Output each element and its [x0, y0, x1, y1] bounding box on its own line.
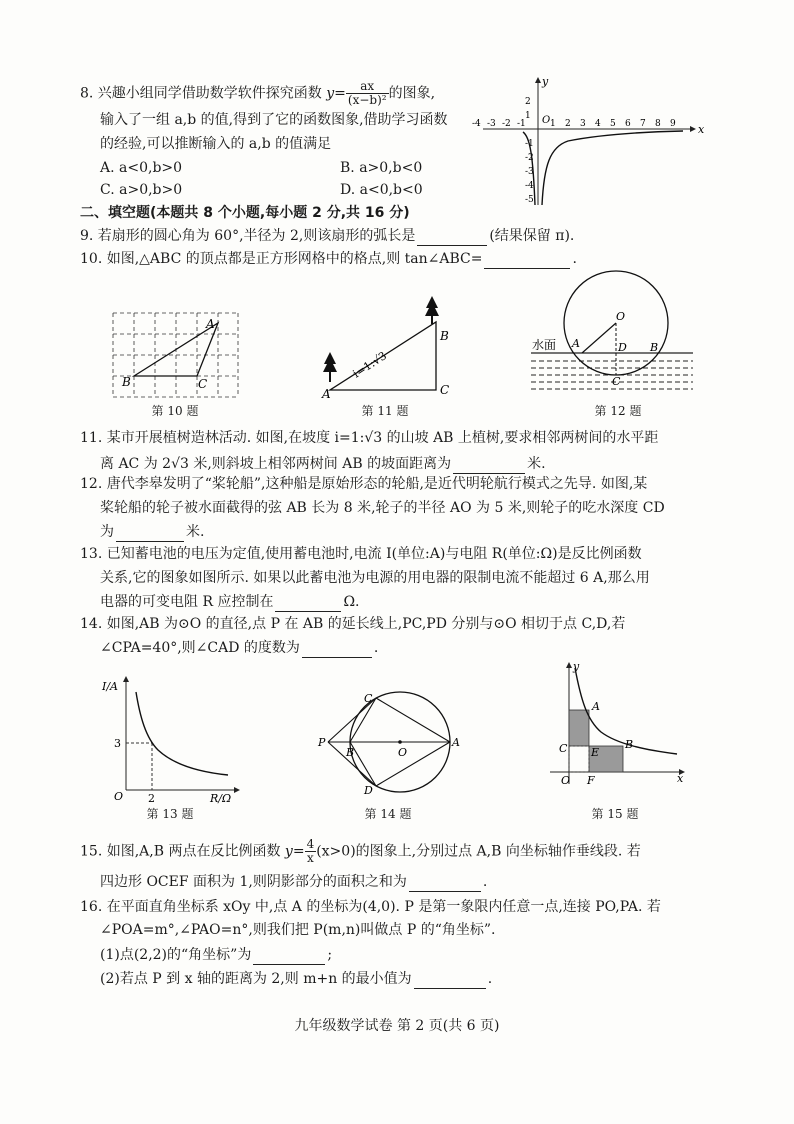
fig11-caption: 第 11 题 [361, 404, 409, 418]
q12-line2: 桨轮船的轮子被水面截得的弦 AB 长为 8 米,轮子的半径 AO 为 5 米,则轮子的吃水深度 CD [100, 500, 665, 516]
fig14-label-c: C [364, 692, 373, 705]
q15-func-num: 4 [306, 837, 315, 851]
fig11-label-a: A [322, 387, 331, 401]
fig11-label-b: B [440, 329, 449, 343]
fig12-label-o: O [616, 310, 626, 323]
q13-line2: 关系,它的图象如图所示. 如果以此蓄电池为电源的用电器的限制电流不能超过 6 A,那么用 [100, 570, 650, 586]
q8-x-tick-label: 9 [670, 119, 676, 129]
fig12-wheel [528, 275, 698, 403]
fig15-label-b: B [625, 738, 634, 751]
q8-x-tick-label: 5 [610, 119, 616, 129]
q8-option-b: B. a>0,b<0 [340, 160, 423, 176]
q9-text: 9. 若扇形的圆心角为 60°,半径为 2,则该扇形的弧长是 [80, 228, 416, 244]
fig13-tick-y: 3 [114, 737, 121, 750]
q8-x-tick-label: -4 [472, 119, 481, 129]
fig14-label-p: P [318, 736, 326, 749]
fig15-y-label: y [573, 660, 580, 673]
section-title-fill-in: 二、填空题(本题共 8 个小题,每小题 2 分,共 16 分) [80, 205, 410, 221]
fig15-label-e: E [591, 746, 600, 759]
q11-text: 离 AC 为 2√3 米,则斜坡上相邻两树间 AB 的坡面距离为 [100, 456, 452, 472]
q15-text-2: 四边形 OCEF 面积为 1,则阴影部分的面积之和为 [100, 874, 407, 890]
q11-answer-blank[interactable] [453, 457, 525, 474]
q8-line3: 的经验,可以推断输入的 a,b 的值满足 [100, 136, 332, 152]
q14-text: ∠CPA=40°,则∠CAD 的度数为 [100, 640, 300, 656]
q8-x-tick-label: -2 [502, 119, 511, 129]
page-footer: 九年级数学试卷 第 2 页(共 6 页) [294, 1018, 500, 1034]
fig15-origin: O [561, 774, 571, 787]
q8-x-ticks [472, 119, 676, 129]
q8-x-tick-label: 1 [550, 119, 556, 129]
fig14-label-o: O [398, 746, 408, 759]
q15-fraction [305, 838, 317, 865]
q10-text: 10. 如图,△ABC 的顶点都是正方形网格中的格点,则 tan∠ABC= [80, 251, 483, 267]
q8-curve-right [542, 131, 683, 205]
q10-text-post: . [572, 251, 577, 267]
q15-line2 [100, 872, 487, 892]
q8-option-a: A. a<0,b>0 [100, 160, 183, 176]
fig15-caption: 第 15 题 [591, 807, 639, 821]
q9-answer-blank[interactable] [417, 229, 487, 246]
q8-func-num: ax [346, 80, 389, 94]
q12-answer-blank[interactable] [116, 525, 184, 542]
q10-answer-blank[interactable] [484, 252, 570, 269]
fig15-shaded-rect-1 [569, 710, 589, 746]
fig12-label-d: D [618, 341, 627, 354]
q10 [80, 249, 577, 269]
q16-sub1-answer-blank[interactable] [253, 948, 325, 965]
q8-y-tick-label: 2 [525, 97, 531, 107]
tree-icon [323, 296, 439, 382]
fig10-grid [113, 313, 238, 397]
fig14-label-a: A [452, 736, 460, 749]
q8-func-den: (x−b)² [347, 93, 387, 107]
fig11-slope-label: i=1:√3 [350, 349, 390, 381]
q16-sub1-text-post: ; [327, 947, 333, 963]
q8-x-tick-label: -3 [487, 119, 496, 129]
q16-sub2-text-post: . [487, 971, 493, 987]
q16-line2: ∠POA=m°,∠PAO=n°,则我们把 P(m,n)叫做点 P 的“角坐标”. [100, 922, 496, 938]
fig15-rect-ocef [569, 746, 589, 772]
q8-func-y: y= [326, 85, 346, 102]
q16-sub1 [100, 945, 332, 965]
q11-line1: 11. 某市开展植树造林活动. 如图,在坡度 i=1:√3 的山坡 AB 上植树,要求相邻两树间的水平距 [80, 430, 659, 446]
q13-line1: 13. 已知蓄电池的电压为定值,使用蓄电池时,电流 I(单位:A)与电阻 R(单位:Ω)是反比例函数 [80, 546, 642, 562]
q15-line1 [80, 838, 641, 865]
q14-text-post: . [373, 640, 379, 656]
fig13-caption: 第 13 题 [146, 807, 194, 821]
q16-sub2-answer-blank[interactable] [414, 972, 486, 989]
fig14-label-b: B [346, 746, 355, 759]
q14-answer-blank[interactable] [302, 641, 372, 658]
q8-text: 8. 兴趣小组同学借助数学软件探究函数 [80, 85, 322, 102]
q8-y-tick-label: 1 [525, 111, 531, 121]
q9 [80, 226, 574, 246]
q8-fraction [346, 80, 389, 107]
q15-func-y: y= [284, 843, 305, 860]
q8-option-d: D. a<0,b<0 [340, 182, 423, 198]
fig13-y-label: I/A [102, 680, 118, 693]
q15-func-den: x [306, 851, 314, 865]
q15-text: 15. 如图,A,B 两点在反比例函数 [80, 843, 281, 860]
q12-line1: 12. 唐代李皋发明了“桨轮船”,这种船是原始形态的轮船,是近代明轮航行模式之先导. 如图,某 [80, 476, 648, 492]
q8-line2: 输入了一组 a,b 的值,得到了它的函数图象,借助学习函数 [100, 112, 448, 128]
fig13-x-label: R/Ω [210, 792, 232, 805]
q11-text-post: 米. [527, 456, 546, 472]
q8-text-post: 的图象, [388, 85, 436, 102]
fig10-label-c: C [198, 377, 208, 391]
q13-line3 [100, 592, 360, 612]
q8-y-tick-label: -1 [525, 139, 534, 149]
fig14-label-d: D [364, 784, 373, 797]
fig11-slope [318, 290, 458, 402]
fig14-caption: 第 14 题 [364, 807, 412, 821]
fig13-origin: O [114, 790, 124, 803]
q8-origin: O [542, 115, 551, 126]
q8-y-label: y [542, 75, 549, 88]
q13-answer-blank[interactable] [275, 595, 341, 612]
q13-text: 电器的可变电阻 R 应控制在 [100, 594, 274, 610]
q8-x-tick-label: 2 [565, 119, 571, 129]
fig13-curve [136, 692, 228, 775]
fig12-label-a: A [572, 337, 580, 350]
fig10-caption: 第 10 题 [151, 404, 199, 418]
q12-line3 [100, 522, 204, 542]
q8-y-tick-label: -4 [525, 181, 534, 191]
q8-y-tick-label: -2 [525, 153, 534, 163]
q8-x-tick-label: 4 [595, 119, 601, 129]
q8-x-tick-label: 6 [625, 119, 631, 129]
fig12-water-label: 水面 [532, 338, 557, 352]
fig14-circle-tangents [318, 690, 468, 798]
q16-sub2 [100, 969, 492, 989]
fig12-label-b: B [650, 341, 659, 354]
fig10-label-b: B [122, 375, 131, 389]
q8-x-tick-label: 7 [640, 119, 646, 129]
q15-text-post: (x>0)的图象上,分别过点 A,B 向坐标轴作垂线段. 若 [316, 843, 641, 860]
q12-text: 为 [100, 524, 114, 540]
q8-function-graph [472, 75, 705, 210]
fig10-grid-triangle [108, 308, 243, 400]
q8-x-tick-label: -1 [517, 119, 526, 129]
q14-line1: 14. 如图,AB 为⊙O 的直径,点 P 在 AB 的延长线上,PC,PD 分别与⊙O 相切于点 C,D,若 [80, 616, 626, 632]
q16-sub2-text: (2)若点 P 到 x 轴的距离为 2,则 m+n 的最小值为 [100, 971, 412, 987]
q13-text-post: Ω. [343, 594, 360, 610]
fig11-label-c: C [440, 383, 450, 397]
q8-line1 [80, 80, 435, 107]
fig12-label-c: C [612, 375, 621, 388]
fig10-label-a: A [206, 317, 215, 331]
q8-y-ticks [525, 97, 534, 205]
q8-x-label: x [698, 123, 705, 136]
q8-y-tick-label: -3 [525, 167, 534, 177]
q8-x-tick-label: 8 [655, 119, 661, 129]
fig13-graph [98, 672, 248, 804]
fig15-label-a: A [592, 700, 600, 713]
q16-line1: 16. 在平面直角坐标系 xOy 中,点 A 的坐标为(4,0). P 是第一象限内任意一点,连接 PO,PA. 若 [80, 899, 661, 915]
q16-sub1-text: (1)点(2,2)的“角坐标”为 [100, 947, 252, 963]
q8-x-tick-label: 3 [580, 119, 586, 129]
fig15-label-c: C [559, 742, 568, 755]
fig15-label-f: F [587, 774, 595, 787]
fig15-graph [545, 660, 690, 788]
q11-line2 [100, 454, 546, 474]
q14-line2 [100, 638, 378, 658]
q8-y-tick-label: -5 [525, 195, 534, 205]
fig13-tick-x: 2 [148, 792, 155, 805]
q9-text-post: (结果保留 π). [489, 228, 575, 244]
q12-text-post: 米. [186, 524, 205, 540]
fig12-caption: 第 12 题 [594, 404, 642, 418]
q15-text-post-2: . [482, 874, 488, 890]
fig15-x-label: x [677, 772, 684, 785]
q15-answer-blank[interactable] [409, 875, 481, 892]
q8-option-c: C. a>0,b>0 [100, 182, 183, 198]
